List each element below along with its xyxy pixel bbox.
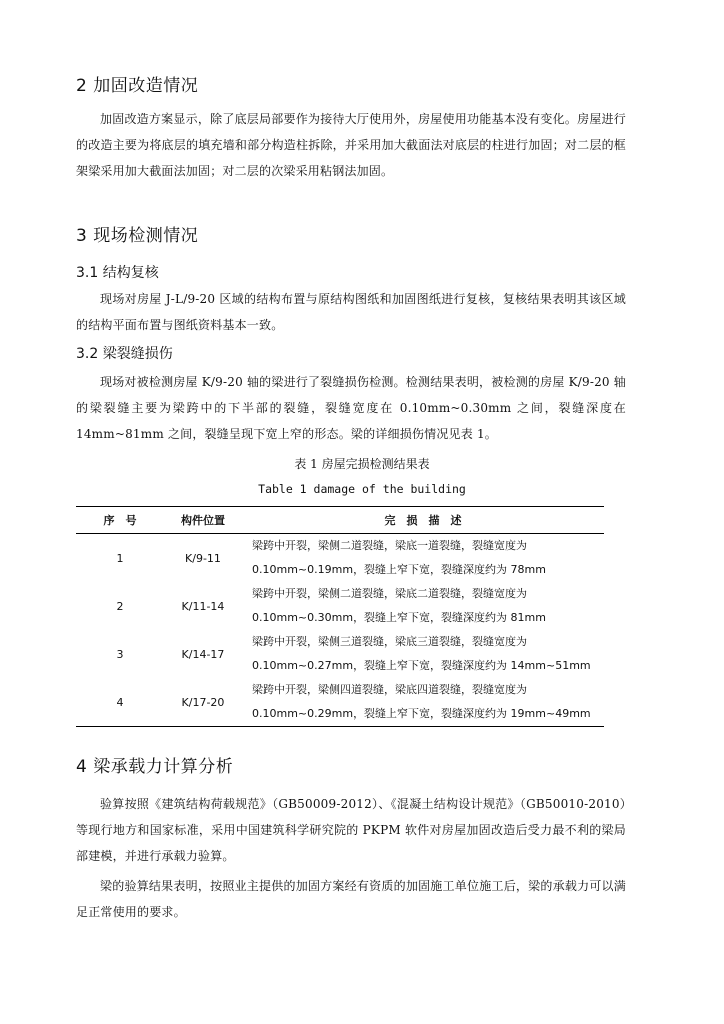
row-position: K/17-20 [164,678,242,727]
header-description: 完 损 描 述 [242,507,604,534]
table-row [76,678,604,727]
row-description-line2: 0.10mm~0.27mm，裂缝上窄下宽，裂缝深度约为 14mm~51mm [252,659,591,672]
row-position: K/9-11 [185,551,221,565]
row-position: K/14-17 [181,647,225,661]
section-2-heading: 2 加固改造情况 [76,76,199,96]
section-4-paragraph-2: 梁的验算结果表明，按照业主提供的加固方案经有资质的加固施工单位施工后，梁的承载力可以满足正常使用的要求。 [76,879,626,919]
table-row [76,630,604,678]
row-num: 1 [116,551,124,565]
section-3-2-heading: 3.2 梁裂缝损伤 [76,346,173,362]
section-2-paragraph: 加固改造方案显示，除了底层局部要作为接待大厅使用外，房屋使用功能基本没有变化。房屋进行的改造主要为将底层的填充墙和部分构造柱拆除，并采用加大截面法对底层的柱进行加固；对二层的框架梁采用加大截面法加固；对二层的次梁采用粘钢法加固。 [76,112,626,178]
row-position: K/11-14 [181,599,225,613]
row-description [242,630,604,678]
row-description-line2: 0.10mm~0.30mm，裂缝上窄下宽，裂缝深度约为 81mm [252,611,546,624]
section-4-paragraph-1: 验算按照《建筑结构荷载规范》（GB50009-2012）、《混凝土结构设计规范》（GB50010-2010）等现行地方和国家标准，采用中国建筑科学研究院的 PKPM 软件对房屋加固改造后受力最不利的梁局部建模，并进行承载力验算。 [76,797,626,863]
row-description-line1: 梁跨中开裂，梁侧二道裂缝，梁底一道裂缝，裂缝宽度为 [252,539,527,552]
table-row [76,582,604,630]
row-description [242,582,604,630]
header-position: 构件位置 [164,507,242,534]
row-description-line2: 0.10mm~0.29mm，裂缝上窄下宽，裂缝深度约为 19mm~49mm [252,707,591,720]
section-3-1-paragraph: 现场对房屋 J-L/9-20 区域的结构布置与原结构图纸和加固图纸进行复核，复核结果表明其该区域的结构平面布置与图纸资料基本一致。 [76,292,626,332]
row-description-line1: 梁跨中开裂，梁侧三道裂缝，梁底三道裂缝，裂缝宽度为 [252,635,527,648]
section-3-1-heading: 3.1 结构复核 [76,265,159,281]
table-row [76,534,604,583]
table-caption-cn: 表 1 房屋完损检测结果表 [294,457,430,471]
section-3-2-paragraph: 现场对被检测房屋 K/9-20 轴的梁进行了裂缝损伤检测。检测结果表明，被检测的房屋 K/9-20 轴的梁裂缝主要为梁跨中的下半部的裂缝，裂缝宽度在 0.10mm~0.30mm 之间，裂缝深度在 14mm~81mm 之间，裂缝呈现下宽上窄的形态。梁的详细损伤情况见表 1。 [76,375,626,441]
header-num: 序 号 [76,507,164,534]
row-num: 4 [76,678,164,727]
section-4-heading: 4 梁承载力计算分析 [76,757,234,777]
row-description [242,534,604,583]
table-caption-en: Table 1 damage of the building [258,482,466,496]
row-description [242,678,604,727]
row-num: 3 [116,647,124,661]
row-description-line1: 梁跨中开裂，梁侧四道裂缝，梁底四道裂缝，裂缝宽度为 [252,683,527,696]
section-3-heading: 3 现场检测情况 [76,226,199,246]
row-num: 2 [116,599,124,613]
row-description-line1: 梁跨中开裂，梁侧二道裂缝，梁底二道裂缝，裂缝宽度为 [252,587,527,600]
table-header-row [76,507,604,534]
damage-table [76,506,604,727]
row-description-line2: 0.10mm~0.19mm，裂缝上窄下宽，裂缝深度约为 78mm [252,563,546,576]
